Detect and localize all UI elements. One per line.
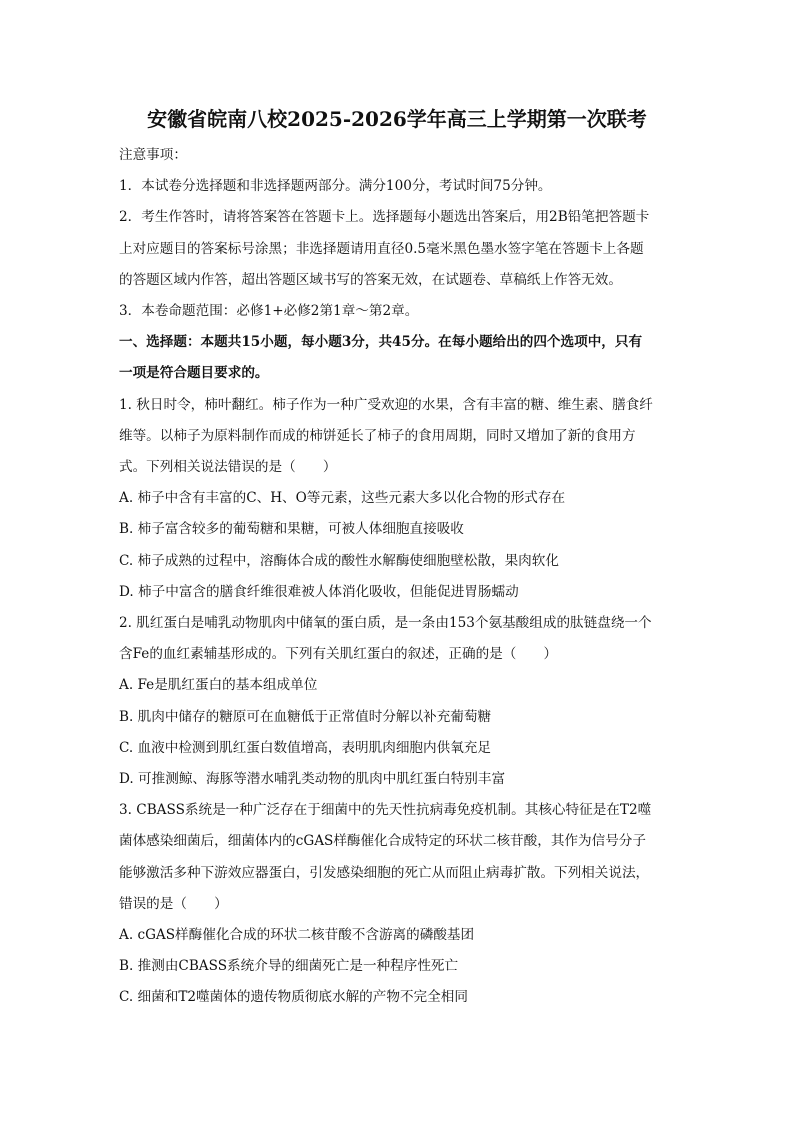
question-2-option-d: D. 可推测鲸、海豚等潜水哺乳类动物的肌肉中肌红蛋白特别丰富 xyxy=(119,771,506,787)
exam-title: 安徽省皖南八校2025-2026学年高三上学期第一次联考 xyxy=(147,107,647,131)
notice-heading: 注意事项： xyxy=(119,147,187,163)
question-1-option-c: C. 柿子成熟的过程中，溶酶体合成的酸性水解酶使细胞壁松散，果肉软化 xyxy=(119,553,559,569)
question-3-stem: 能够激活多种下游效应器蛋白，引发感染细胞的死亡从而阻止病毒扩散。下列相关说法， xyxy=(119,865,650,881)
section-heading: 一项是符合题目要求的。 xyxy=(119,365,269,381)
notice-line: 1．本试卷分选择题和非选择题两部分。满分100分，考试时间75分钟。 xyxy=(119,178,552,194)
section-heading: 一、选择题：本题共15小题，每小题3分，共45分。在每小题给出的四个选项中，只有 xyxy=(119,334,643,350)
question-1-option-b: B. 柿子富含较多的葡萄糖和果糖，可被人体细胞直接吸收 xyxy=(119,521,464,537)
question-1-stem: 式。下列相关说法错误的是（ ） xyxy=(119,459,337,475)
question-2-option-a: A. Fe是肌红蛋白的基本组成单位 xyxy=(119,677,318,693)
notice-line: 的答题区域内作答，超出答题区域书写的答案无效，在试题卷、草稿纸上作答无效。 xyxy=(119,272,622,288)
question-3-stem: 错误的是（ ） xyxy=(119,896,228,912)
notice-line: 2．考生作答时，请将答案答在答题卡上。选择题每小题选出答案后，用2B铅笔把答题卡 xyxy=(119,209,650,225)
question-1-option-a: A. 柿子中含有丰富的C、H、O等元素，这些元素大多以化合物的形式存在 xyxy=(119,490,566,506)
notice-line: 上对应题目的答案标号涂黑；非选择题请用直径0.5毫米黑色墨水签字笔在答题卡上各题 xyxy=(119,241,644,257)
question-1-stem: 维等。以柿子为原料制作而成的柿饼延长了柿子的食用周期，同时又增加了新的食用方 xyxy=(119,428,636,444)
question-2-option-b: B. 肌肉中储存的糖原可在血糖低于正常值时分解以补充葡萄糖 xyxy=(119,709,492,725)
question-3-stem: 菌体感染细菌后，细菌体内的cGAS样酶催化合成特定的环状二核苷酸，其作为信号分子 xyxy=(119,833,646,849)
question-3-option-b: B. 推测由CBASS系统介导的细菌死亡是一种程序性死亡 xyxy=(119,958,459,974)
question-3-option-a: A. cGAS样酶催化合成的环状二核苷酸不含游离的磷酸基团 xyxy=(119,927,475,943)
notice-line: 3．本卷命题范围：必修1+必修2第1章～第2章。 xyxy=(119,303,419,319)
question-2-stem: 含Fe的血红素辅基形成的。下列有关肌红蛋白的叙述，正确的是（ ） xyxy=(119,646,558,662)
question-3-stem: 3. CBASS系统是一种广泛存在于细菌中的先天性抗病毒免疫机制。其核心特征是在T2噬 xyxy=(119,802,652,818)
question-2-stem: 2. 肌红蛋白是哺乳动物肌肉中储氧的蛋白质，是一条由153个氨基酸组成的肽链盘绕一个 xyxy=(119,615,652,631)
question-3-option-c: C. 细菌和T2噬菌体的遗传物质彻底水解的产物不完全相同 xyxy=(119,989,468,1005)
question-2-option-c: C. 血液中检测到肌红蛋白数值增高，表明肌肉细胞内供氧充足 xyxy=(119,740,491,756)
question-1-stem: 1. 秋日时令，柿叶翻红。柿子作为一种广受欢迎的水果，含有丰富的糖、维生素、膳食纤 xyxy=(119,397,653,413)
question-1-option-d: D. 柿子中富含的膳食纤维很难被人体消化吸收，但能促进胃肠蠕动 xyxy=(119,584,519,600)
